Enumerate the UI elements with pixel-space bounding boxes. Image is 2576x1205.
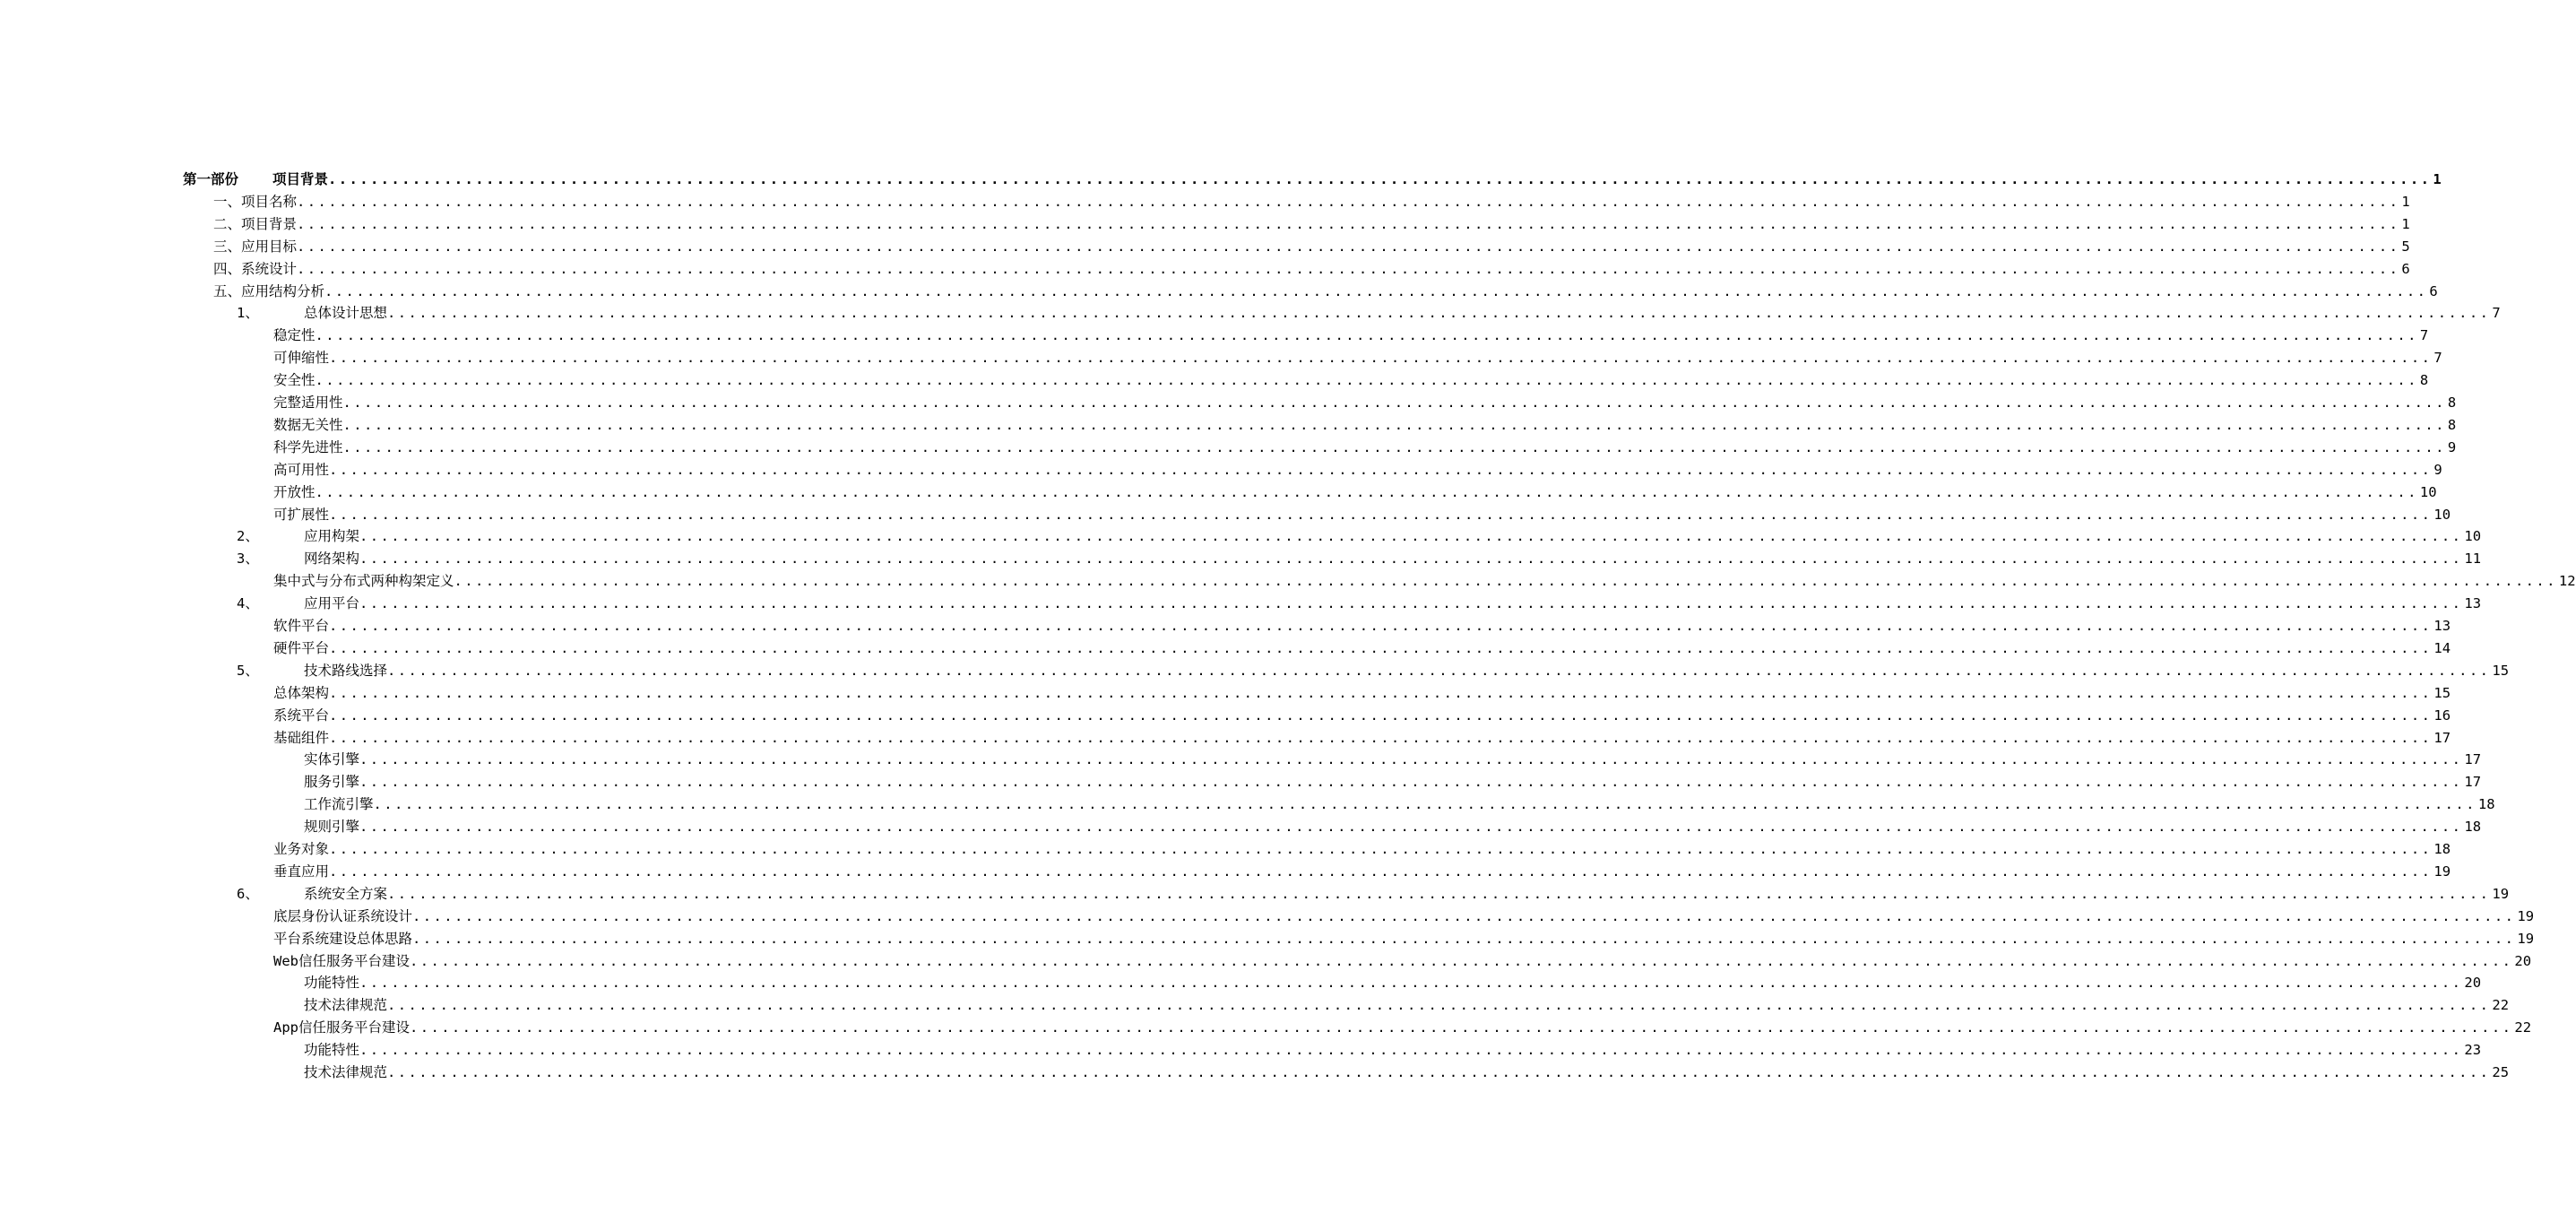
toc-dot-leader: ........................................................................................................................................................................................................ <box>297 215 2400 232</box>
toc-entry[interactable] <box>273 1014 2532 1036</box>
toc-page-number: 8 <box>2419 372 2429 389</box>
toc-dot-leader: ........................................................................................................................................................................................................ <box>359 1042 2463 1059</box>
toc-entry-number: 1、 <box>237 305 259 322</box>
toc-entry[interactable] <box>237 590 2482 612</box>
toc-entry[interactable] <box>304 791 2495 813</box>
toc-entry-title: 总体设计思想 <box>304 305 388 322</box>
toc-page-number: 18 <box>2477 796 2495 813</box>
toc-page-number: 13 <box>2464 595 2482 612</box>
toc-dot-leader: ........................................................................................................................................................................................................ <box>359 595 2463 612</box>
toc-entry-title: 系统安全方案 <box>304 885 388 902</box>
toc-entry[interactable] <box>273 702 2451 724</box>
toc-page-number: 25 <box>2492 1064 2510 1080</box>
toc-page-number: 7 <box>2419 327 2429 344</box>
toc-page-number: 8 <box>2447 416 2457 433</box>
toc-entry-title: 一、项目名称 <box>213 193 298 210</box>
toc-entry[interactable] <box>183 166 2442 188</box>
toc-dot-leader: ........................................................................................................................................................................................................ <box>359 975 2463 992</box>
toc-dot-leader: ........................................................................................................................................................................................................ <box>387 305 2491 322</box>
toc-entry-title: 垂直应用 <box>273 863 330 880</box>
toc-dot-leader: ........................................................................................................................................................................................................ <box>359 819 2463 836</box>
toc-entry-title: 完整适用性 <box>273 394 343 411</box>
toc-entry-number: 4、 <box>237 595 259 612</box>
toc-dot-leader: ........................................................................................................................................................................................................ <box>329 618 2433 634</box>
toc-dot-leader: ........................................................................................................................................................................................................ <box>297 238 2400 255</box>
toc-dot-leader: ........................................................................................................................................................................................................ <box>315 483 2418 500</box>
toc-dot-leader: ........................................................................................................................................................................................................ <box>410 952 2513 969</box>
toc-entry-title: 应用平台 <box>304 595 360 612</box>
toc-entry-title: 底层身份认证系统设计 <box>273 907 413 924</box>
toc-entry-title: 系统平台 <box>273 707 330 724</box>
toc-entry-title: 五、应用结构分析 <box>213 282 325 299</box>
toc-entry[interactable] <box>237 880 2510 903</box>
toc-page-number: 20 <box>2464 975 2482 992</box>
toc-entry-title: 功能特性 <box>304 975 360 992</box>
toc-page-number: 10 <box>2464 528 2482 545</box>
toc-page-number: 10 <box>2419 483 2437 500</box>
toc-entry-title: 基础组件 <box>273 729 330 746</box>
toc-page-number: 20 <box>2514 952 2532 969</box>
toc-page-number: 10 <box>2433 506 2451 523</box>
toc-page-number: 12 <box>2558 573 2576 590</box>
toc-entry[interactable] <box>273 858 2451 880</box>
toc-dot-leader: ........................................................................................................................................................................................................ <box>387 1064 2491 1080</box>
toc-entry[interactable] <box>273 568 2576 590</box>
toc-entry[interactable] <box>213 188 2410 211</box>
toc-entry[interactable] <box>273 456 2442 479</box>
toc-page-number: 22 <box>2514 1019 2532 1036</box>
toc-entry-title: 科学先进性 <box>273 438 343 455</box>
toc-page-number: 19 <box>2517 930 2535 947</box>
toc-dot-leader: ........................................................................................................................................................................................................ <box>342 394 2446 411</box>
toc-dot-leader: ........................................................................................................................................................................................................ <box>359 528 2463 545</box>
toc-dot-leader: ........................................................................................................................................................................................................ <box>329 506 2433 523</box>
toc-page-number: 6 <box>2429 282 2438 299</box>
toc-entry-number: 5、 <box>237 662 259 679</box>
toc-entry-title: 功能特性 <box>304 1042 360 1059</box>
toc-entry[interactable] <box>273 479 2437 501</box>
toc-page-number: 17 <box>2464 751 2482 768</box>
toc-page-number: 8 <box>2447 394 2457 411</box>
toc-entry[interactable] <box>237 523 2482 545</box>
toc-page-number: 18 <box>2433 841 2451 857</box>
toc-page-number: 16 <box>2433 707 2451 724</box>
toc-entry[interactable] <box>213 256 2410 278</box>
toc-page-number: 7 <box>2492 305 2501 322</box>
toc-entry-title: 安全性 <box>273 372 316 389</box>
toc-page-number: 5 <box>2401 238 2410 255</box>
toc-page-number: 1 <box>2401 193 2410 210</box>
toc-page-number: 9 <box>2433 461 2442 478</box>
toc-entry-title: 可伸缩性 <box>273 350 330 367</box>
toc-dot-leader: ........................................................................................................................................................................................................ <box>359 751 2463 768</box>
toc-entry-title: 服务引擎 <box>304 774 360 791</box>
toc-entry[interactable] <box>273 948 2532 970</box>
toc-entry-title: 实体引擎 <box>304 751 360 768</box>
toc-entry-title: 硬件平台 <box>273 639 330 656</box>
toc-dot-leader: ........................................................................................................................................................................................................ <box>329 863 2433 880</box>
toc-page-number: 9 <box>2447 438 2457 455</box>
toc-entry[interactable] <box>237 299 2501 322</box>
toc-entry-title: 集中式与分布式两种构架定义 <box>273 573 454 590</box>
toc-dot-leader: ........................................................................................................................................................................................................ <box>387 997 2491 1014</box>
toc-entry-title: 软件平台 <box>273 618 330 634</box>
toc-entry[interactable] <box>237 545 2482 568</box>
toc-page-number: 18 <box>2464 819 2482 836</box>
toc-dot-leader: ........................................................................................................................................................................................................ <box>387 885 2491 902</box>
toc-entry[interactable] <box>273 635 2451 657</box>
toc-dot-leader: ........................................................................................................................................................................................................ <box>387 662 2491 679</box>
toc-dot-leader: ........................................................................................................................................................................................................ <box>329 639 2433 656</box>
toc-entry-title: 数据无关性 <box>273 416 343 433</box>
toc-entry-title: 可扩展性 <box>273 506 330 523</box>
toc-entry[interactable] <box>273 501 2451 524</box>
toc-dot-leader: ........................................................................................................................................................................................................ <box>329 729 2433 746</box>
toc-entry[interactable] <box>273 903 2535 925</box>
toc-entry-title: 二、项目背景 <box>213 215 298 232</box>
toc-page-number: 6 <box>2401 260 2410 277</box>
toc-entry-title: 项目背景 <box>272 171 329 187</box>
toc-dot-leader: ........................................................................................................................................................................................................ <box>454 573 2557 590</box>
toc-entry-title: 业务对象 <box>273 841 330 857</box>
toc-entry-title: 技术路线选择 <box>304 662 388 679</box>
toc-page-number: 7 <box>2433 350 2442 367</box>
toc-dot-leader: ........................................................................................................................................................................................................ <box>329 461 2433 478</box>
toc-dot-leader: ........................................................................................................................................................................................................ <box>328 171 2432 187</box>
toc-dot-leader: ........................................................................................................................................................................................................ <box>329 707 2433 724</box>
toc-entry-title: Web信任服务平台建设 <box>273 952 410 969</box>
toc-dot-leader: ........................................................................................................................................................................................................ <box>410 1019 2513 1036</box>
toc-entry[interactable] <box>273 389 2457 412</box>
toc-entry[interactable] <box>304 1059 2510 1081</box>
toc-entry-title: 应用构架 <box>304 528 360 545</box>
toc-entry-title: App信任服务平台建设 <box>273 1019 410 1036</box>
toc-page-number: 22 <box>2492 997 2510 1014</box>
toc-page-number: 14 <box>2433 639 2451 656</box>
toc-entry[interactable] <box>273 322 2429 344</box>
toc-dot-leader: ........................................................................................................................................................................................................ <box>412 930 2516 947</box>
toc-page-number: 15 <box>2433 684 2451 701</box>
toc-page-number: 11 <box>2464 550 2482 568</box>
toc-entry-title: 高可用性 <box>273 461 330 478</box>
toc-dot-leader: ........................................................................................................................................................................................................ <box>329 684 2433 701</box>
toc-entry[interactable] <box>273 344 2442 367</box>
toc-entry[interactable] <box>213 211 2410 233</box>
toc-entry[interactable] <box>304 1036 2482 1059</box>
toc-page-number: 17 <box>2433 729 2451 746</box>
toc-dot-leader: ........................................................................................................................................................................................................ <box>342 438 2446 455</box>
toc-dot-leader: ........................................................................................................................................................................................................ <box>315 372 2418 389</box>
toc-entry-title: 规则引擎 <box>304 819 360 836</box>
toc-dot-leader: ........................................................................................................................................................................................................ <box>373 796 2477 813</box>
toc-entry[interactable] <box>304 992 2510 1014</box>
toc-page-number: 19 <box>2517 907 2535 924</box>
toc-entry-title: 三、应用目标 <box>213 238 298 255</box>
toc-page-number: 1 <box>2401 215 2410 232</box>
toc-page-number: 23 <box>2464 1042 2482 1059</box>
toc-entry-title: 平台系统建设总体思路 <box>273 930 413 947</box>
toc-dot-leader: ........................................................................................................................................................................................................ <box>329 350 2433 367</box>
toc-entry[interactable] <box>273 680 2451 702</box>
toc-entry[interactable] <box>213 233 2410 256</box>
toc-entry-title: 技术法律规范 <box>304 1064 388 1080</box>
toc-dot-leader: ........................................................................................................................................................................................................ <box>324 282 2428 299</box>
toc-page-number: 1 <box>2433 171 2442 187</box>
toc-entry-number: 3、 <box>237 550 259 568</box>
toc-entry-number: 6、 <box>237 885 259 902</box>
toc-page-number: 13 <box>2433 618 2451 634</box>
toc-page-number: 19 <box>2492 885 2510 902</box>
toc-entry[interactable] <box>304 813 2482 836</box>
toc-dot-leader: ........................................................................................................................................................................................................ <box>359 550 2463 568</box>
toc-entry[interactable] <box>304 969 2482 992</box>
toc-entry-title: 技术法律规范 <box>304 997 388 1014</box>
toc-entry-title: 工作流引擎 <box>304 796 374 813</box>
toc-entry-number: 第一部份 <box>183 171 239 187</box>
toc-entry[interactable] <box>273 724 2451 747</box>
toc-entry[interactable] <box>273 412 2457 434</box>
toc-page-number: 15 <box>2492 662 2510 679</box>
toc-page-number: 19 <box>2433 863 2451 880</box>
toc-entry[interactable] <box>213 278 2438 300</box>
toc-entry[interactable] <box>273 434 2457 456</box>
toc-dot-leader: ........................................................................................................................................................................................................ <box>297 193 2400 210</box>
toc-entry-title: 总体架构 <box>273 684 330 701</box>
toc-dot-leader: ........................................................................................................................................................................................................ <box>412 907 2516 924</box>
toc-entry-title: 网络架构 <box>304 550 360 568</box>
toc-entry[interactable] <box>304 768 2482 791</box>
toc-entry[interactable] <box>273 925 2535 948</box>
toc-dot-leader: ........................................................................................................................................................................................................ <box>342 416 2446 433</box>
toc-dot-leader: ........................................................................................................................................................................................................ <box>359 774 2463 791</box>
toc-dot-leader: ........................................................................................................................................................................................................ <box>315 327 2418 344</box>
toc-entry-title: 四、系统设计 <box>213 260 298 277</box>
toc-page-number: 17 <box>2464 774 2482 791</box>
toc-entry-title: 稳定性 <box>273 327 316 344</box>
toc-dot-leader: ........................................................................................................................................................................................................ <box>329 841 2433 857</box>
toc-entry[interactable] <box>273 612 2451 635</box>
toc-entry[interactable] <box>273 836 2451 858</box>
toc-entry-title: 开放性 <box>273 483 316 500</box>
toc-entry-number: 2、 <box>237 528 259 545</box>
toc-dot-leader: ........................................................................................................................................................................................................ <box>297 260 2400 277</box>
toc-entry[interactable] <box>237 657 2510 680</box>
toc-entry[interactable] <box>273 367 2429 389</box>
toc-entry[interactable] <box>304 746 2482 768</box>
